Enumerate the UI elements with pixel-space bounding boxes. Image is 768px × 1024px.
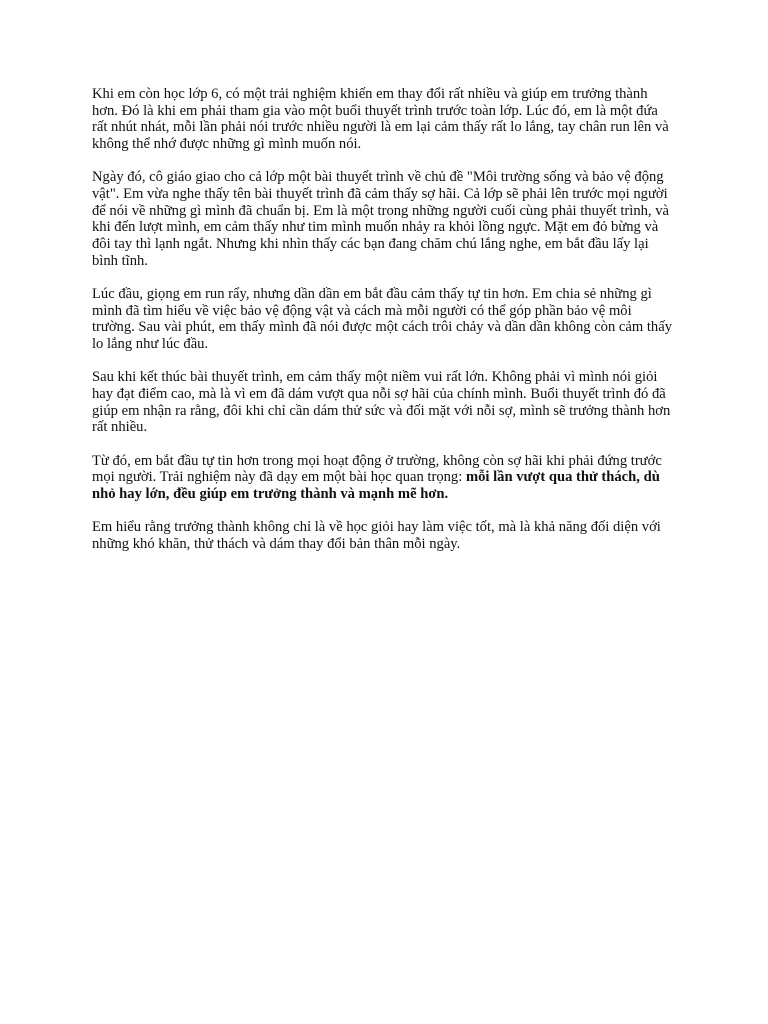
- paragraph-1-text: Khi em còn học lớp 6, có một trải nghiệm khiến em thay đổi rất nhiều và giúp em trưởng thành hơn. Đó là khi em phải tham gia vào một buổi thuyết trình trước toàn lớp. Lúc đó, em là một đứa rất nhút nhát, mỗi lần phải nói trước nhiều người là em lại cảm thấy rất lo lắng, tay chân run lên và không thể nhớ được những gì mình muốn nói.: [92, 86, 669, 153]
- paragraph-5-text: Từ đó, em bắt đầu tự tin hơn trong mọi hoạt động ở trường, không còn sợ hãi khi phải đứng trước mọi người. Trải nghiệm này đã dạy em một bài học quan trọng:: [92, 452, 662, 486]
- paragraph-3-text: Lúc đầu, giọng em run rẩy, nhưng dần dần em bắt đầu cảm thấy tự tin hơn. Em chia sẻ những gì mình đã tìm hiểu về việc bảo vệ động vật và cách mà mỗi người có thể góp phần bảo vệ môi trường. Sau vài phút, em thấy mình đã nói được một cách trôi chảy và dần dần không còn cảm thấy lo lắng như lúc đầu.: [92, 286, 672, 353]
- paragraph-2-text: Ngày đó, cô giáo giao cho cả lớp một bài thuyết trình về chủ đề "Môi trường sống và bảo vệ động vật". Em vừa nghe thấy tên bài thuyết trình đã cảm thấy sợ hãi. Cả lớp sẽ phải lên trước mọi người để nói về những gì mình đã chuẩn bị. Em là một trong những người cuối cùng phải thuyết trình, và khi đến lượt mình, em cảm thấy như tim mình muốn nhảy ra khỏi lồng ngực. Mặt em đỏ bừng và đôi tay thì lạnh ngắt. Nhưng khi nhìn thấy các bạn đang chăm chú lắng nghe, em bắt đầu lấy lại bình tĩnh.: [92, 169, 669, 269]
- paragraph-5: [92, 453, 676, 503]
- document-page: [92, 86, 676, 569]
- paragraph-3: [92, 286, 676, 353]
- paragraph-4-text: Sau khi kết thúc bài thuyết trình, em cảm thấy một niềm vui rất lớn. Không phải vì mình nói giỏi hay đạt điểm cao, mà là vì em đã dám vượt qua nỗi sợ hãi của chính mình. Buổi thuyết trình đó đã giúp em nhận ra rằng, đôi khi chỉ cần dám thử sức và đối mặt với nỗi sợ, mình sẽ trưởng thành hơn rất nhiều.: [92, 369, 671, 436]
- paragraph-6: [92, 519, 676, 552]
- paragraph-1: [92, 86, 676, 153]
- paragraph-5-bold-lesson: mỗi lần vượt qua thử thách, dù nhỏ hay lớn, đều giúp em trưởng thành và mạnh mẽ hơn.: [92, 469, 660, 503]
- paragraph-2: [92, 169, 676, 269]
- paragraph-6-text: Em hiểu rằng trưởng thành không chỉ là về học giỏi hay làm việc tốt, mà là khả năng đối diện với những khó khăn, thử thách và dám thay đổi bản thân mỗi ngày.: [92, 519, 661, 552]
- paragraph-4: [92, 369, 676, 436]
